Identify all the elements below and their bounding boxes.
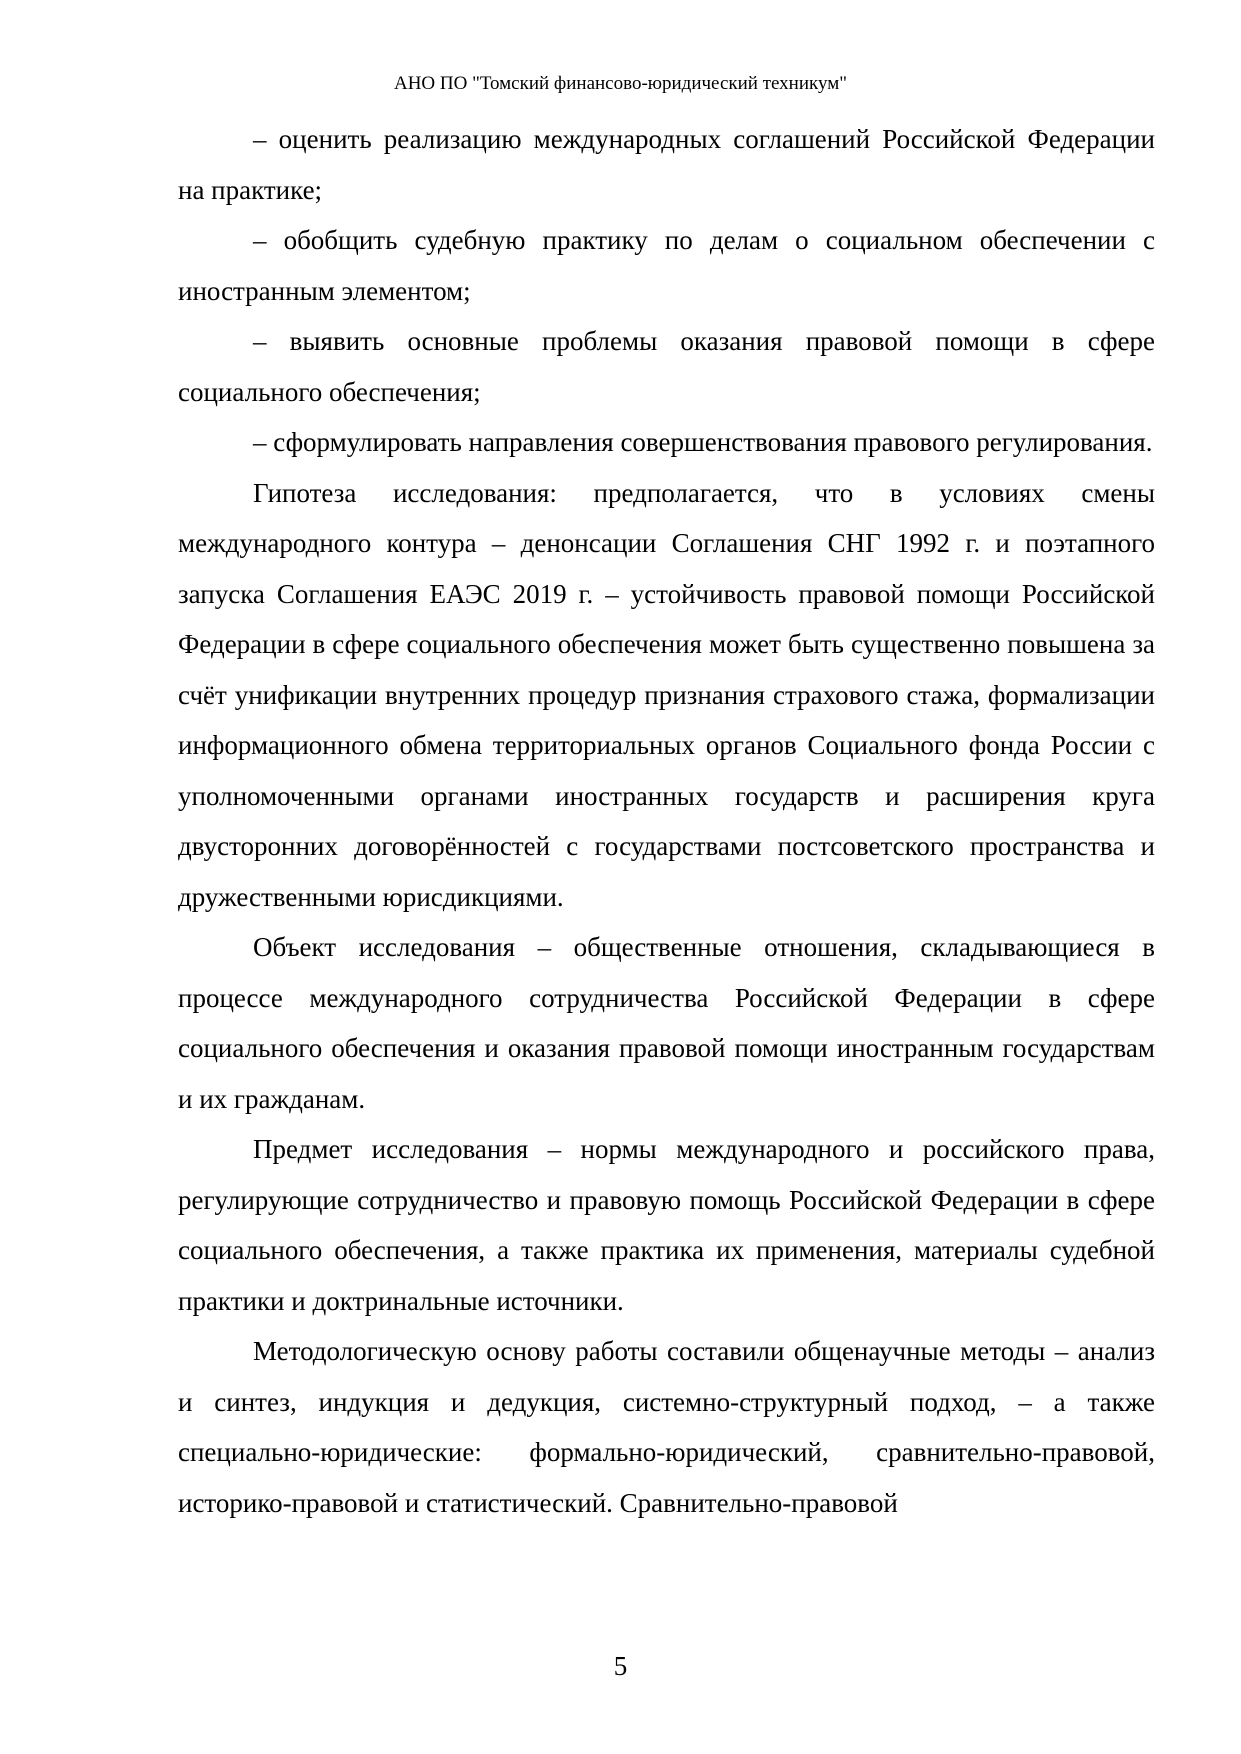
- paragraph-task-identify: – выявить основные проблемы оказания правовой помощи в сфере социального обеспечения;: [178, 326, 1155, 407]
- paragraph-subject: Предмет исследования – нормы международного и российского права, регулирующие сотрудничество и правовую помощь Российской Федерации в сфере социального обеспечения, а также практика их применения, материалы судебной практики и доктринальные источники.: [178, 1134, 1155, 1316]
- paragraph-task-formulate: – сформулировать направления совершенствования правового регулирования.: [253, 427, 1153, 457]
- page-number: 5: [613, 1651, 628, 1681]
- paragraph-object: Объект исследования – общественные отношения, складывающиеся в процессе международного сотрудничества Российской Федерации в сфере социального обеспечения и оказания правовой помощи иностранным государствам и их гражданам.: [178, 932, 1155, 1114]
- page-header: АНО ПО "Томский финансово-юридический техникум": [393, 73, 848, 94]
- paragraph-hypothesis: Гипотеза исследования: предполагается, что в условиях смены международного контура – денонсации Соглашения СНГ 1992 г. и поэтапного запуска Соглашения ЕАЭС 2019 г. – устойчивость правовой помощи Российской Федерации в сфере социального обеспечения может быть существенно повышена за счёт унификации внутренних процедур признания страхового стажа, формализации информационного обмена территориальных органов Социального фонда России с уполномоченными органами иностранных государств и расширения круга двусторонних договорённостей с государствами постсоветского пространства и дружественными юрисдикциями.: [178, 477, 1155, 912]
- paragraph-methodology: Методологическую основу работы составили общенаучные методы – анализ и синтез, индукция и дедукция, системно-структурный подход, – а также специально-юридические: формально-юридический, сравнительно-правовой, историко-правовой и статистический. Сравнительно-правовой: [178, 1336, 1155, 1518]
- body-text: [178, 114, 1155, 1528]
- paragraph-task-evaluate: – оценить реализацию международных соглашений Российской Федерации на практике;: [178, 124, 1155, 205]
- paragraph-task-summarize: – обобщить судебную практику по делам о социальном обеспечении с иностранным элементом;: [178, 225, 1155, 306]
